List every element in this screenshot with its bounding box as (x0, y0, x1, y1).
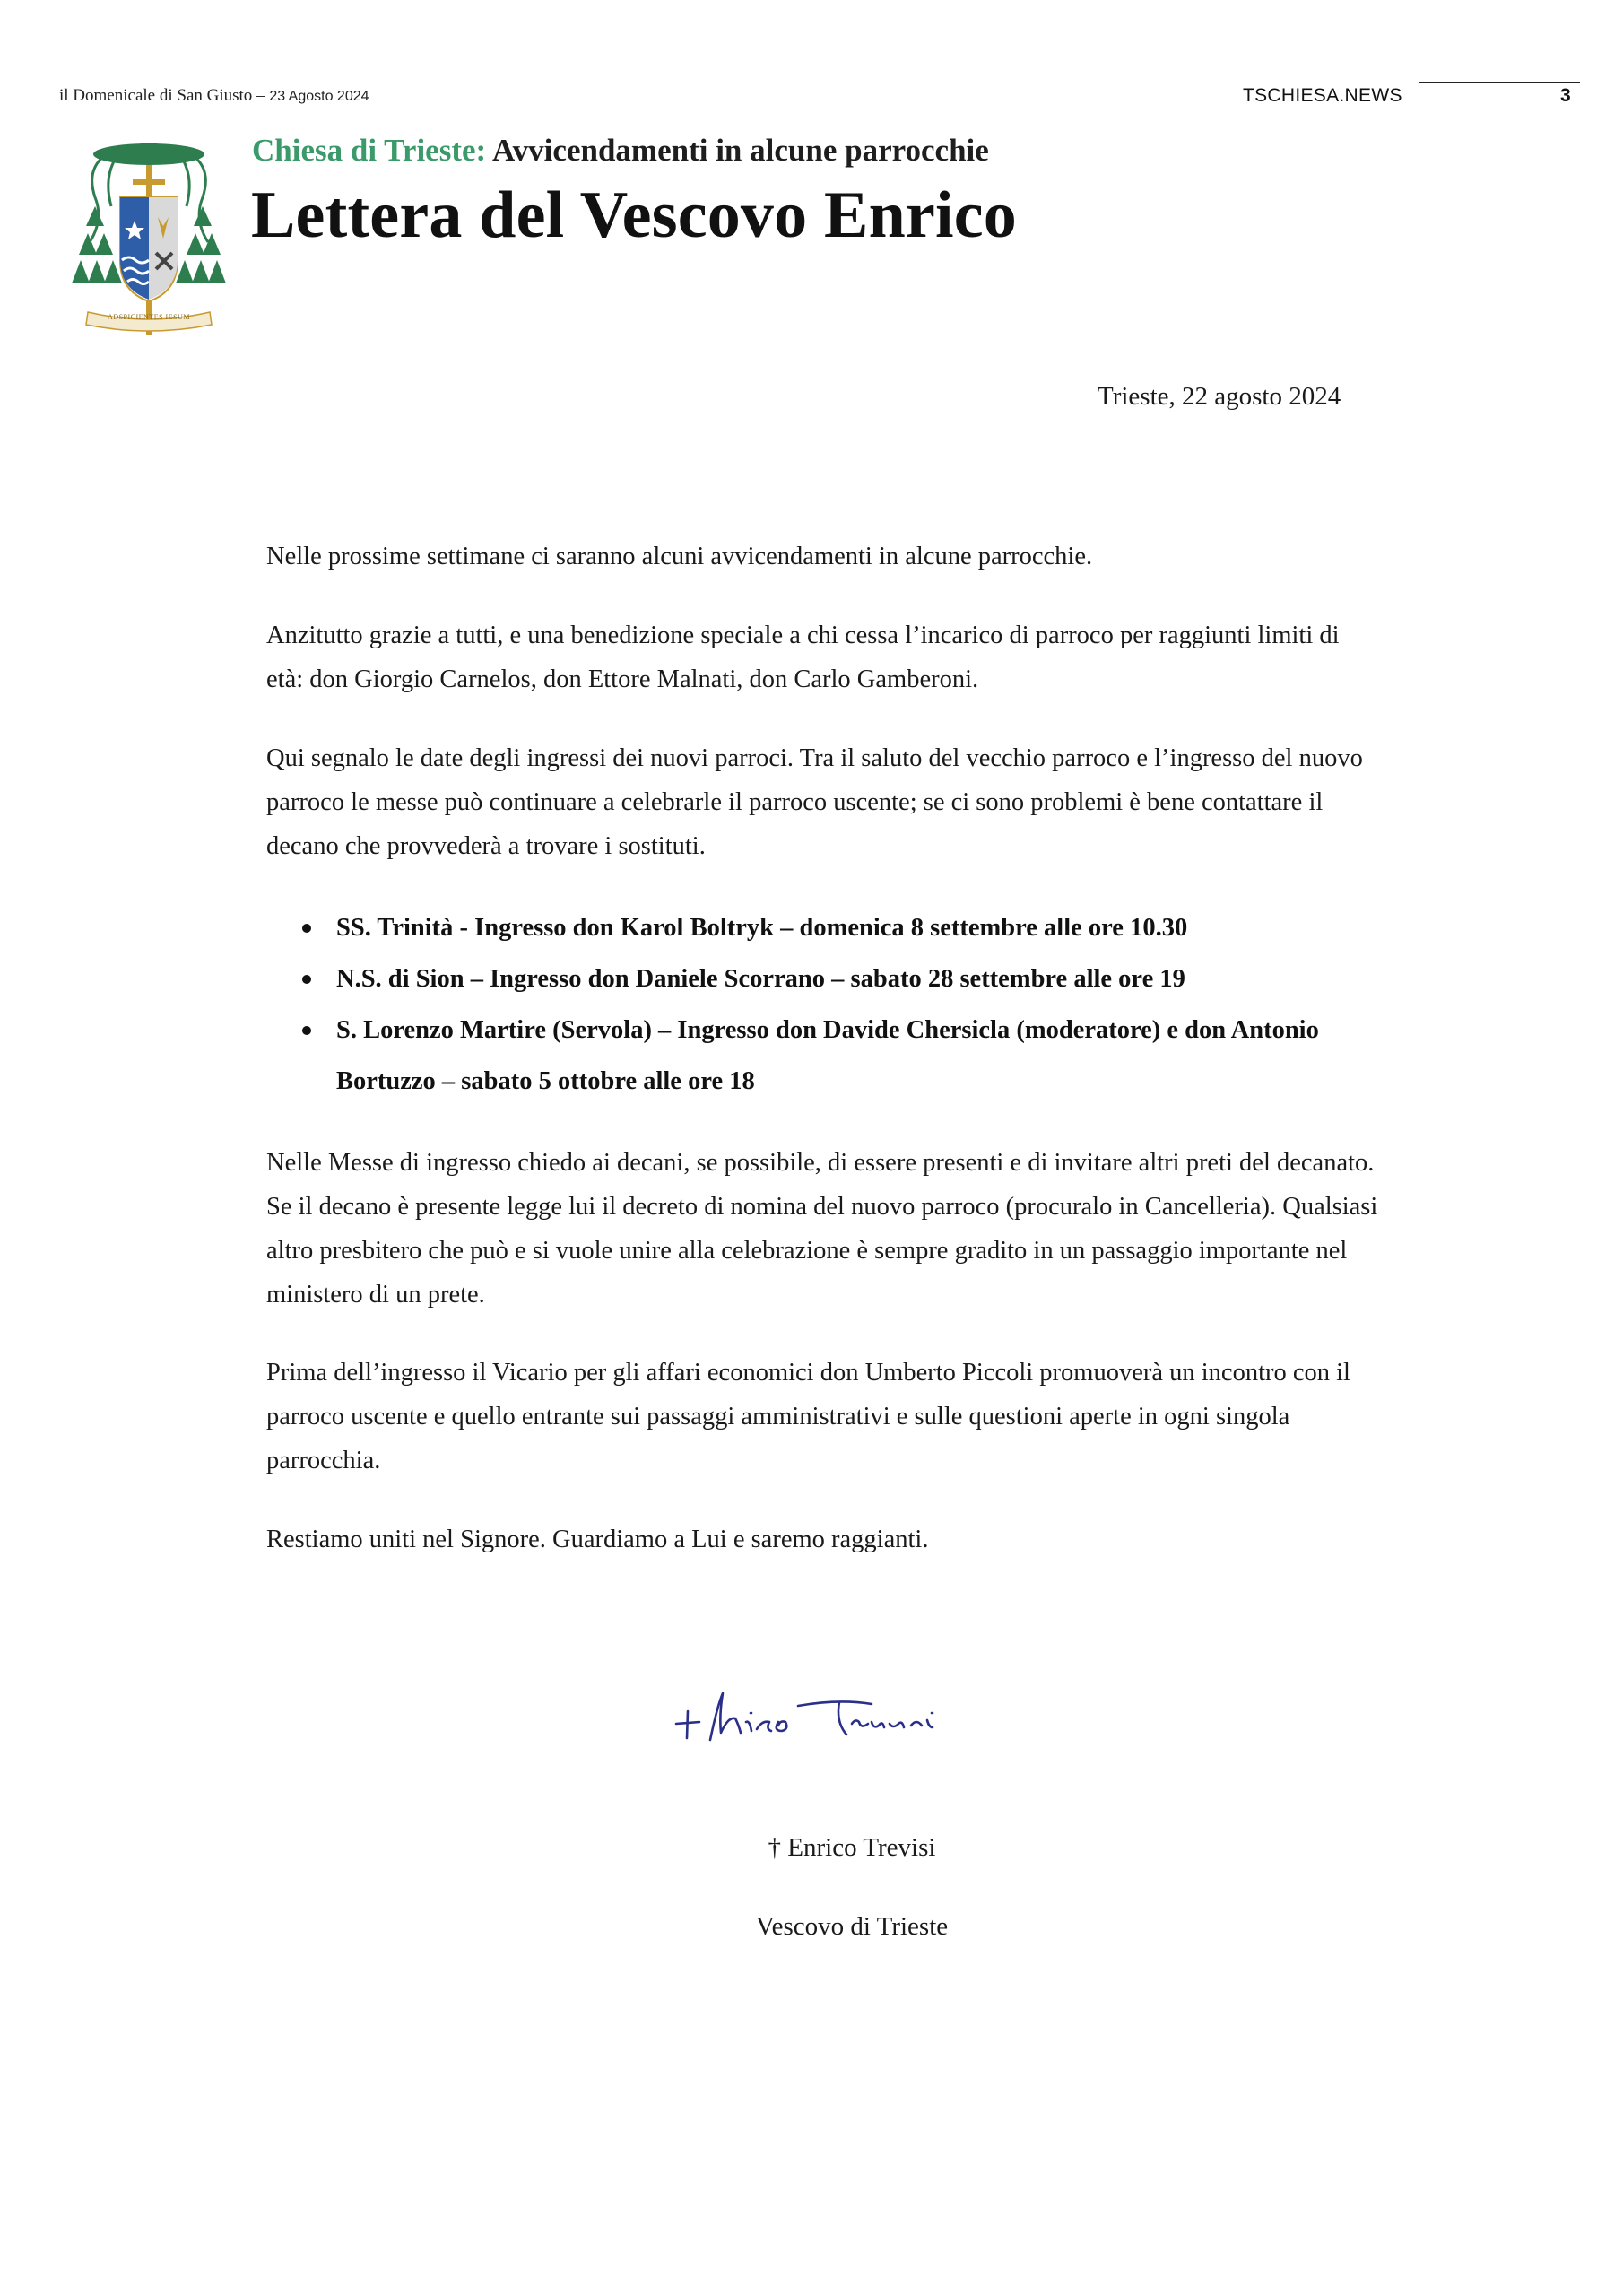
bullet-icon (302, 1026, 311, 1035)
signatory-name: † Enrico Trevisi (768, 1833, 936, 1862)
page-number: 3 (1560, 85, 1571, 106)
kicker-accent: Chiesa di Trieste: (252, 133, 487, 168)
header-rule-accent (1419, 82, 1580, 83)
bullet-icon (302, 924, 311, 933)
ingresso-trinita: SS. Trinità - Ingresso don Karol Boltryk – domenica 8 settembre alle ore 10.30 (336, 914, 1188, 942)
paragraph-messe: Nelle Messe di ingresso chiedo ai decani, se possibile, di essere presenti e di invitare altri preti del decanato. Se il decano è presente legge lui il decreto di nomina del nuovo parroco (procuralo in Cancelleria). Qualsiasi altro presbitero che può e si vuole unire alla celebrazione è sempre gradito in un passaggio importante nel ministero di un prete. (266, 1149, 1378, 1309)
letter-dateline: Trieste, 22 agosto 2024 (1098, 382, 1341, 411)
issue-date: 23 Agosto 2024 (269, 89, 369, 104)
list-item (266, 1004, 1378, 1107)
signatory-role: Vescovo di Trieste (755, 1912, 949, 1941)
paragraph-vicario: Prima dell’ingresso il Vicario per gli affari economici don Umberto Piccoli promuoverà un incontro con il parroco uscente e quello entrante sui passaggi amministrativi e sulle questioni aperte in ogni singola parrocchia. (266, 1359, 1350, 1474)
kicker-subtitle: Avvicendamenti in alcune parrocchie (486, 133, 989, 168)
header-separator: – (252, 86, 270, 105)
paragraph-closing: Restiamo uniti nel Signore. Guardiamo a Lui e saremo raggianti. (266, 1526, 929, 1553)
ingressi-list (266, 902, 1378, 1107)
ingresso-servola: S. Lorenzo Martire (Servola) – Ingresso don Davide Chersicla (moderatore) e don Antonio Bortuzzo – sabato 5 ottobre alle ore 18 (336, 1016, 1319, 1095)
handwritten-signature (664, 1670, 959, 1760)
site-name[interactable]: TSCHIESA.NEWS (1243, 85, 1402, 106)
publication-name: il Domenicale di San Giusto (59, 86, 253, 105)
crest-motto: ADSPICIENTES IESUM (108, 313, 190, 321)
ingresso-sion: N.S. di Sion – Ingresso don Daniele Scorrano – sabato 28 settembre alle ore 19 (336, 965, 1185, 993)
article-title: Lettera del Vescovo Enrico (251, 178, 1017, 252)
publication-header (59, 86, 369, 106)
bullet-icon (302, 975, 311, 984)
article-kicker (252, 133, 989, 169)
paragraph-thanks: Anzitutto grazie a tutti, e una benedizione speciale a chi cessa l’incarico di parroco per raggiunti limiti di età: don Giorgio Carnelos, don Ettore Malnati, don Carlo Gamberoni. (266, 622, 1340, 693)
list-item (266, 902, 1378, 953)
paragraph-dates: Qui segnalo le date degli ingressi dei nuovi parroci. Tra il saluto del vecchio parroco e l’ingresso del nuovo parroco le messe può continuare a celebrarle il parroco uscente; se ci sono problemi è bene contattare il decano che provvederà a trovare i sostituti. (266, 744, 1363, 860)
paragraph-intro: Nelle prossime settimane ci saranno alcuni avvicendamenti in alcune parrocchie. (266, 543, 1093, 570)
list-item (266, 953, 1378, 1004)
